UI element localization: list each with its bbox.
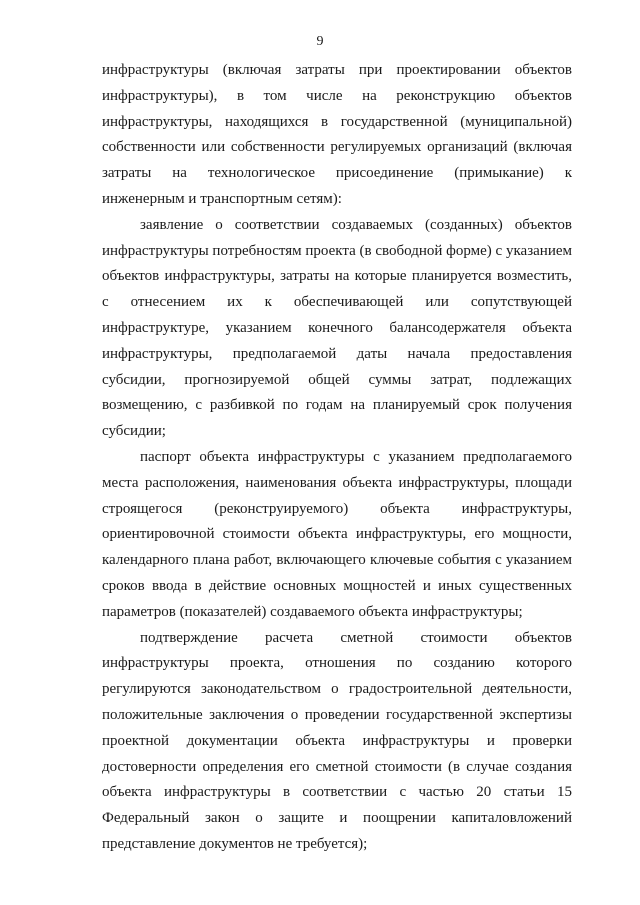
paragraph-infrastructure-passport: паспорт объекта инфраструктуры с указанием предполагаемого места расположения, наименования объекта инфраструктуры, площади строящегося (реконструируемого) объекта инфраструктуры, ориентировочной стоимости объекта инфраструктуры, его мощности, календарного плана работ, включающего ключевые события с указанием сроков ввода в действие основных мощностей и иных существенных параметров (показателей) создаваемого объекта инфраструктуры; <box>102 448 572 620</box>
paragraph-infrastructure-costs: инфраструктуры (включая затраты при проектировании объектов инфраструктуры), в том числе на реконструкцию объектов инфраструктуры, находящихся в государственной (муниципальной) собственности или собственности регулируемых организаций (включая затраты на технологическое присоединение (примыкание) к инженерным и транспортным сетям): <box>102 62 572 207</box>
page-number: 9 <box>316 34 324 49</box>
document-body <box>102 58 572 858</box>
paragraph-conformity-statement: заявление о соответствии создаваемых (созданных) объектов инфраструктуры потребностям проекта (в свободной форме) с указанием объектов инфраструктуры, затраты на которые планируется возместить, с отнесением их к обеспечивающей или сопутствующей инфраструктуре, указанием конечного балансодержателя объекта инфраструктуры, предполагаемой даты начала предоставления субсидии, прогнозируемой общей суммы затрат, подлежащих возмещению, с разбивкой по годам на планируемый срок получения субсидии; <box>102 216 572 440</box>
paragraph-cost-confirmation: подтверждение расчета сметной стоимости объектов инфраструктуры проекта, отношения по созданию которого регулируются законодательством о градостроительной деятельности, положительные заключения о проведении государственной экспертизы проектной документации объекта инфраструктуры и проверки достоверности определения его сметной стоимости (в случае создания объекта инфраструктуры в соответствии с частью 20 статьи 15 Федеральный закон о защите и поощрении капиталовложений представление документов не требуется); <box>102 629 572 852</box>
